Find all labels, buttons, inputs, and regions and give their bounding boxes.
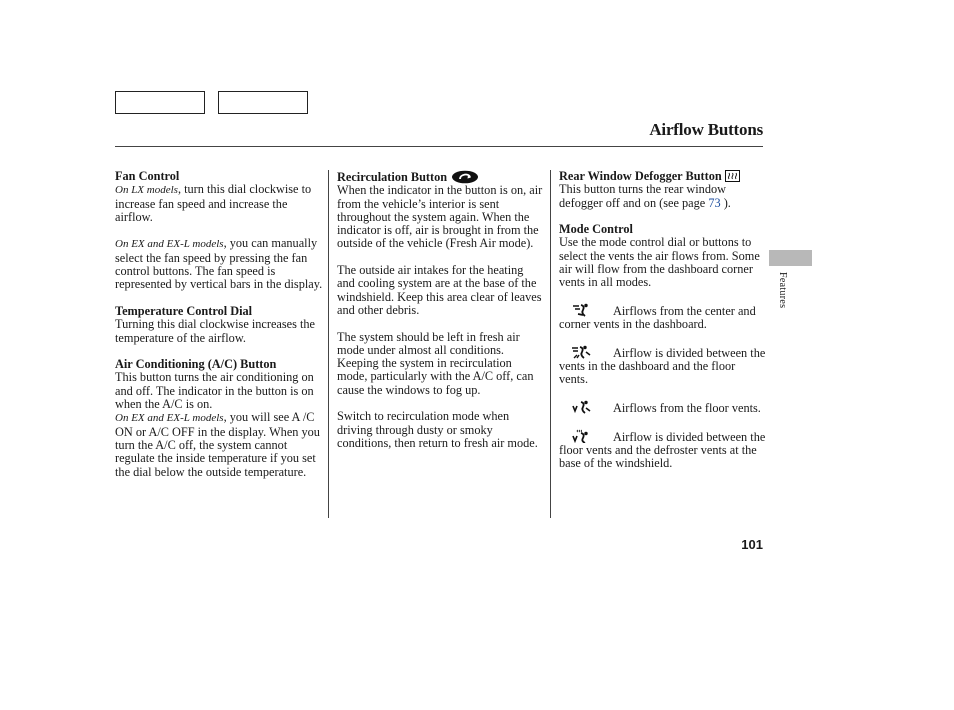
mode-control-heading: Mode Control bbox=[559, 222, 633, 237]
recirculation-heading-text: Recirculation Button bbox=[337, 170, 448, 184]
temp-control-heading: Temperature Control Dial bbox=[115, 303, 253, 318]
face-vent-icon bbox=[571, 303, 591, 317]
mode-item-text: Airflow is divided between the vents in the dashboard and the floor vents. bbox=[559, 345, 766, 387]
floor-defrost-vent-icon bbox=[571, 429, 591, 443]
recirc-paragraph-4: Switch to recirculation mode when driving through dusty or smoky conditions, then return to fresh air mode. bbox=[337, 409, 538, 450]
fan-control-heading: Fan Control bbox=[115, 169, 180, 183]
model-note: On EX and EX-L models bbox=[115, 412, 224, 425]
mode-item bbox=[559, 429, 767, 471]
rear-defogger-icon bbox=[725, 170, 740, 182]
column-divider bbox=[328, 170, 329, 518]
section-tab[interactable] bbox=[769, 250, 812, 266]
fan-ex-text: , you can manually select the fan speed by pressing the fan control buttons. The fan speed is represented by vertical bars in the display. bbox=[115, 236, 323, 292]
defogger-heading bbox=[559, 170, 767, 183]
defogger-text-end: ). bbox=[720, 195, 731, 210]
column-middle bbox=[337, 170, 543, 450]
nav-button-prev[interactable] bbox=[115, 91, 205, 114]
ac-ex-paragraph bbox=[115, 411, 323, 478]
column-right bbox=[559, 170, 767, 471]
section-tab-label: Features bbox=[777, 272, 788, 309]
ac-ex-text: , you will see A /C ON or A/C OFF in the display. When you turn the A/C off, the system cannot regulate the inside temperature if you set the dial below the outside temperature. bbox=[115, 410, 320, 479]
page-reference-link[interactable]: 73 bbox=[708, 195, 721, 210]
ac-button-text: This button turns the air conditioning on and off. The indicator in the button is on when the A/C is on. bbox=[115, 370, 314, 412]
page-title: Airflow Buttons bbox=[649, 120, 763, 139]
ac-button-heading: Air Conditioning (A/C) Button bbox=[115, 357, 277, 372]
mode-control-text: Use the mode control dial or buttons to select the vents the air flows from. Some air will flow from the dashboard corner vents in all modes. bbox=[559, 235, 760, 290]
column-left bbox=[115, 170, 323, 479]
column-divider bbox=[550, 170, 551, 518]
fan-ex-paragraph bbox=[115, 237, 323, 291]
mode-item-text: Airflows from the center and corner vents in the dashboard. bbox=[559, 303, 756, 332]
fan-lx-paragraph bbox=[115, 183, 323, 224]
mode-item-text: Airflows from the floor vents. bbox=[613, 401, 761, 416]
recirculation-heading bbox=[337, 170, 543, 184]
model-note: On EX and EX-L models bbox=[115, 238, 224, 251]
bi-level-vent-icon bbox=[571, 345, 591, 359]
mode-item-text: Airflow is divided between the floor vents and the defroster vents at the base of the windshield. bbox=[559, 429, 766, 471]
model-note: On LX models bbox=[115, 184, 178, 197]
recirc-paragraph-2: The outside air intakes for the heating and cooling system are at the base of the windshield. Keep this area clear of leaves and other debris. bbox=[337, 263, 542, 317]
mode-item bbox=[559, 345, 767, 387]
recirc-paragraph-1: When the indicator in the button is on, air from the vehicle’s interior is sent throughout the system again. When the indicator is off, air is brought in from the outside of the vehicle (Fresh Air mode). bbox=[337, 183, 543, 251]
page-number: 101 bbox=[741, 537, 763, 552]
floor-vent-icon bbox=[571, 400, 591, 414]
title-divider bbox=[115, 146, 763, 147]
recirc-paragraph-3: The system should be left in fresh air mode under almost all conditions. Keeping the system in recirculation mode, particularly with the A/C off, can cause the windows to fog up. bbox=[337, 329, 534, 397]
defogger-heading-text: Rear Window Defogger Button bbox=[559, 169, 722, 183]
mode-item bbox=[559, 303, 767, 332]
temp-control-text: Turning this dial clockwise increases the temperature of the airflow. bbox=[115, 317, 316, 345]
mode-item bbox=[559, 400, 767, 415]
defogger-text bbox=[559, 183, 767, 210]
recirculation-icon bbox=[451, 170, 479, 184]
fan-lx-text: , turn this dial clockwise to increase fan speed and increase the airflow. bbox=[115, 182, 312, 224]
defogger-text-start: This button turns the rear window defogger off and on (see page bbox=[559, 182, 727, 210]
nav-button-next[interactable] bbox=[218, 91, 308, 114]
